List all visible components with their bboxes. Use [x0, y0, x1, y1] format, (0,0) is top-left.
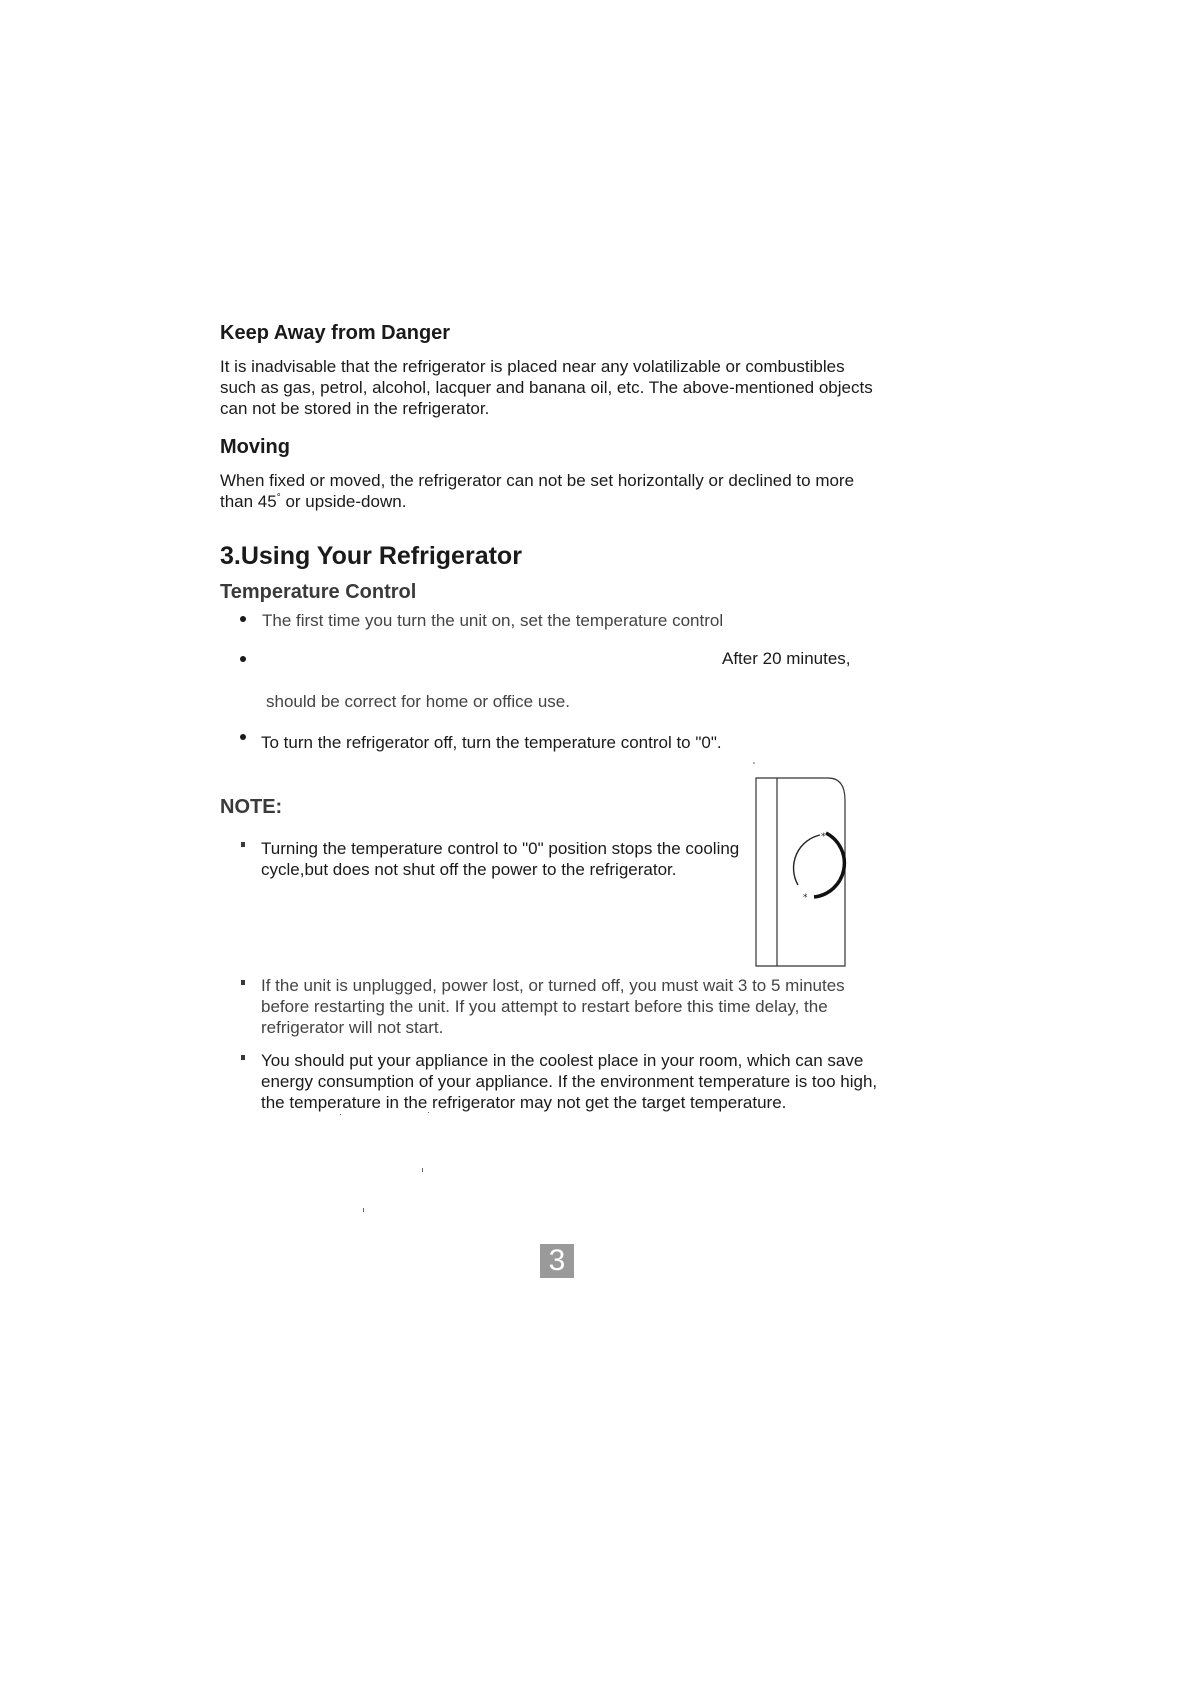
bullet-dot — [240, 616, 246, 622]
note-item-3 — [261, 1050, 877, 1113]
dial-marker-top: * — [821, 832, 826, 842]
note-item-2-line-3: refrigerator will not start. — [261, 1018, 444, 1037]
bullet-dot — [240, 734, 246, 740]
moving-line-2-post: or upside-down. — [280, 492, 407, 511]
moving-line-2-pre: than 45 — [220, 492, 277, 511]
page-number: 3 — [540, 1244, 574, 1278]
bullet-office-use: should be correct for home or office use. — [266, 692, 570, 711]
note-bullet — [241, 980, 245, 985]
scan-speck — [340, 1114, 341, 1115]
thermostat-dial-icon — [750, 760, 850, 970]
scan-speck — [422, 1168, 423, 1172]
chapter-title: 3.Using Your Refrigerator — [220, 542, 522, 570]
moving-line-2 — [220, 491, 854, 512]
bullet-dot — [240, 656, 246, 662]
temperature-control-heading: Temperature Control — [220, 581, 417, 603]
bullet-first-time: The first time you turn the unit on, set the temperature control — [262, 611, 724, 630]
note-item-3-line-2: energy consumption of your appliance. If the environment temperature is too high, — [261, 1072, 878, 1091]
moving-heading: Moving — [220, 436, 290, 458]
dial-marker-bottom: * — [803, 893, 808, 903]
keep-away-line-2: such as gas, petrol, alcohol, lacquer and banana oil, etc. The above-mentioned objects — [220, 378, 873, 397]
note-item-3-line-3: the temperature in the refrigerator may not get the target temperature. — [261, 1093, 787, 1112]
note-item-2-line-1: If the unit is unplugged, power lost, or turned off, you must wait 3 to 5 minutes — [261, 976, 845, 995]
note-item-1-line-1: Turning the temperature control to "0" position stops the cooling — [261, 839, 740, 858]
note-bullet — [241, 1055, 245, 1060]
note-item-1 — [261, 838, 739, 880]
note-item-2-line-2: before restarting the unit. If you attempt to restart before this time delay, the — [261, 997, 828, 1016]
note-item-3-line-1: You should put your appliance in the coolest place in your room, which can save — [261, 1051, 864, 1070]
bullet-after-20-minutes: After 20 minutes, — [722, 649, 851, 668]
keep-away-heading: Keep Away from Danger — [220, 322, 451, 344]
degree-sign: ° — [276, 492, 281, 504]
keep-away-text — [220, 356, 873, 419]
moving-line-1: When fixed or moved, the refrigerator can not be set horizontally or declined to more — [220, 471, 855, 490]
bullet-turn-off: To turn the refrigerator off, turn the temperature control to "0". — [261, 733, 722, 752]
keep-away-line-3: can not be stored in the refrigerator. — [220, 399, 490, 418]
scan-speck — [428, 1112, 429, 1113]
keep-away-line-1: It is inadvisable that the refrigerator is placed near any volatilizable or combustibles — [220, 357, 845, 376]
moving-text — [220, 470, 854, 512]
note-item-1-line-2: cycle,but does not shut off the power to the refrigerator. — [261, 860, 677, 879]
note-heading: NOTE: — [220, 796, 283, 818]
note-item-2 — [261, 975, 845, 1038]
note-bullet — [241, 842, 245, 847]
scan-speck — [363, 1208, 364, 1212]
